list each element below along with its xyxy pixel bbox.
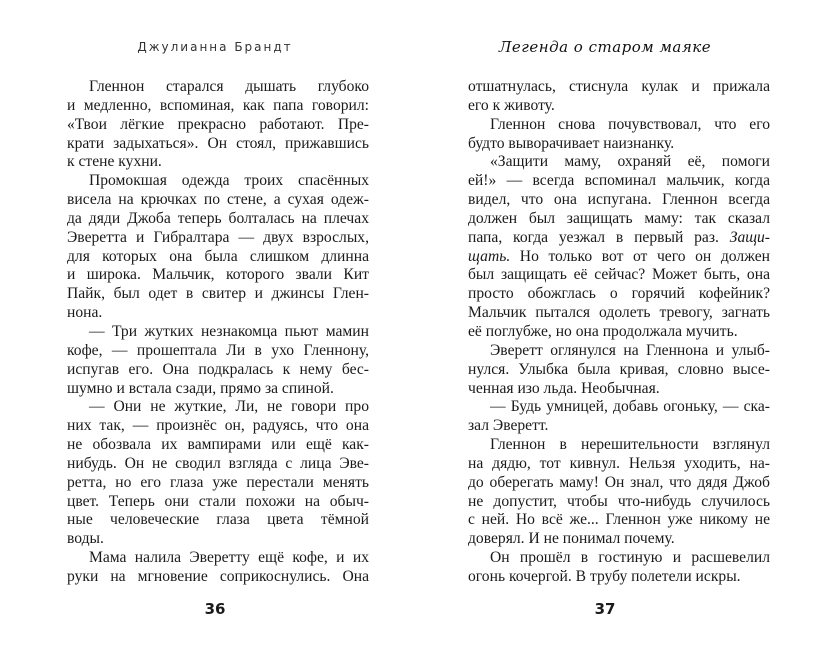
book-title: Легенда о старом маяке — [498, 38, 712, 56]
paragraph — [468, 398, 770, 436]
text-line: зал Эверетт. — [468, 417, 549, 435]
text-line: — Они не жуткие, Ли, не говори про — [89, 398, 369, 416]
running-header-author — [0, 38, 410, 56]
text-line: Пайк, был одет в свитер и джинсы Глен- — [67, 285, 369, 303]
text-line — [468, 229, 770, 248]
text-line: Эверетт оглянулся на Гленнона и улыб- — [490, 341, 770, 359]
text-line: был защищать её сейчас? Может быть, она — [468, 266, 770, 284]
page-body-text — [468, 78, 770, 587]
text-segment: Но только вот от чего он должен — [510, 247, 770, 265]
text-line: испугав его. Она подкралась к нему бес- — [67, 360, 369, 378]
text-line: кофе, — прошептала Ли в ухо Гленнону, — [67, 341, 369, 359]
author-name: Джулианна Брандт — [137, 40, 293, 54]
text-line: Промокшая одежда троих спасённых — [89, 172, 369, 190]
text-line: отшатнулась, стиснула кулак и прижала — [468, 78, 770, 95]
text-line: и широка. Мальчик, которого звали Кит — [67, 266, 369, 284]
text-line: просто обожглась о горячий кофейник? — [468, 285, 770, 303]
text-line: «Твои лёгкие прекрасно работают. Пре- — [67, 115, 369, 133]
page-number: 36 — [204, 600, 226, 618]
paragraph — [67, 172, 369, 323]
text-line: руки на мгновение соприкоснулись. Она — [67, 567, 369, 585]
text-line: и медленно, вспоминая, как папа говорил: — [67, 96, 369, 114]
text-line: для которых она была слишком длинна — [67, 247, 369, 265]
text-line: не допустит, чтобы что-нибудь случилось — [468, 492, 770, 510]
text-line: до оберегать маму! Он знал, что дядя Джоб — [468, 473, 770, 491]
text-line: на дядю, тот кивнул. Нельзя уходить, на- — [468, 454, 770, 472]
paragraph — [67, 549, 369, 587]
text-line: ченная изо льда. Необычная. — [468, 379, 660, 397]
text-segment: папа, когда уезжал в первый раз. — [468, 228, 730, 246]
text-line: Гленнон снова почувствовал, что его — [490, 115, 770, 133]
text-line: — Три жутких незнакомца пьют мамин — [89, 322, 369, 340]
text-line: с ней. Но всё же... Гленнон уже никому не — [468, 511, 770, 529]
text-line: Он прошёл в гостиную и расшевелил — [490, 549, 770, 567]
italic-text: щать. — [468, 247, 511, 265]
paragraph — [67, 78, 369, 172]
text-line: них так, — произнёс он, радуясь, что она — [67, 417, 369, 435]
text-line: её поглубже, но она продолжала мучить. — [468, 322, 738, 340]
text-line: не обозвала их вампирами или ещё как- — [67, 436, 369, 454]
text-line: да дяди Джоба теперь болталась на плечах — [67, 209, 369, 227]
text-line: Гленнон в нерешительности взглянул — [490, 436, 770, 454]
text-line: Мама налила Эверетту ещё кофе, и их — [89, 549, 369, 567]
text-line: к стене кухни. — [67, 153, 162, 171]
text-line: висела на крючках по стене, а сухая одеж- — [67, 191, 369, 209]
text-line: нулся. Улыбка была кривая, словно высе- — [468, 360, 770, 378]
text-line: цвет. Теперь они стали похожи на обыч- — [67, 492, 369, 510]
text-line: видел, что она испугана. Гленнон всегда — [468, 191, 770, 209]
paragraph — [468, 116, 770, 154]
text-line: ретта, но его глаза уже перестали менять — [67, 473, 369, 491]
text-line — [468, 248, 770, 267]
text-line: огонь кочергой. В трубу полетели искры. — [468, 567, 741, 585]
paragraph — [468, 342, 770, 399]
text-line: воды. — [67, 530, 104, 548]
paragraph — [468, 153, 770, 341]
paragraph — [67, 398, 369, 549]
text-line: должен был защищать маму: так сказал — [468, 209, 770, 227]
text-line: будто выворачивает наизнанку. — [468, 134, 675, 152]
paragraph — [468, 549, 770, 587]
text-line: крати задыхаться». Он стоял, прижавшись — [67, 134, 369, 152]
text-line: ные человеческие глаза цвета тёмной — [67, 511, 369, 529]
text-line: Гленнон старался дышать глубоко — [89, 78, 369, 95]
right-page — [410, 0, 820, 656]
page-number: 37 — [594, 600, 616, 618]
text-line: — Будь умницей, добавь огоньку, — ска- — [490, 398, 770, 416]
paragraph — [468, 436, 770, 549]
text-line: ей!» — всегда вспоминал мальчик, когда — [468, 172, 770, 190]
text-line: его к животу. — [468, 96, 555, 114]
text-line: «Защити маму, охраняй её, помоги — [490, 153, 770, 171]
text-line: нибудь. Он не сводил взгляда с лица Эве- — [67, 454, 369, 472]
italic-text: Защи- — [729, 228, 770, 246]
paragraph — [468, 78, 770, 116]
page-body-text — [67, 78, 369, 587]
text-line: шумно и встала сзади, прямо за спиной. — [67, 379, 334, 397]
text-line: Мальчик пытался одолеть тревогу, загнать — [468, 304, 770, 322]
text-line: доверял. И не понимал почему. — [468, 530, 675, 548]
running-header-title — [410, 38, 820, 57]
text-line: Эверетта и Гибралтара — двух взрослых, — [67, 228, 369, 246]
paragraph — [67, 323, 369, 398]
text-line: нона. — [67, 304, 103, 322]
